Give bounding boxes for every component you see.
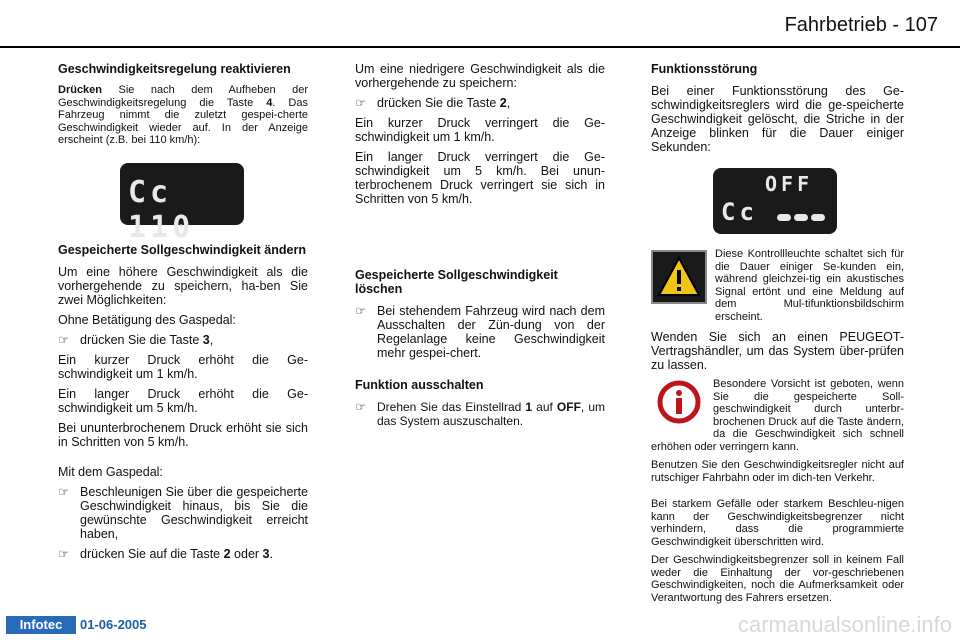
bullet-item: ☞ drücken Sie die Taste 2,	[355, 96, 511, 110]
paragraph: Benutzen Sie den Geschwindigkeitsregler nicht auf rutschiger Fahrbahn oder im dich-ten Verkehr.	[651, 459, 904, 484]
heading-malfunction: Funktionsstörung	[651, 62, 758, 76]
bullet-item: ☞ Bei stehendem Fahrzeug wird nach dem Ausschalten der Zün-dung von der Regelanlage keine Geschwindigkeit mehr gespei-chert.	[355, 304, 605, 360]
pointer-icon: ☞	[355, 400, 367, 414]
info-icon	[657, 380, 701, 424]
warning-triangle-icon	[651, 250, 707, 304]
pointer-icon: ☞	[355, 96, 367, 110]
bullet-item: ☞ drücken Sie die Taste 3,	[58, 332, 214, 347]
page-title: Fahrbetrieb - 107	[784, 14, 938, 36]
heading-delete-speed: Gespeicherte Sollgeschwindigkeit löschen	[355, 268, 558, 296]
bullet-item: ☞ drücken Sie auf die Taste 2 oder 3.	[58, 546, 273, 561]
paragraph: Wenden Sie sich an einen PEUGEOT-Vertragshändler, um das System über-prüfen zu lassen.	[651, 330, 904, 372]
lcd-text: Cc 110	[128, 174, 195, 245]
warning-block	[651, 248, 904, 326]
footer-date: 01-06-2005	[80, 617, 147, 632]
info-block	[651, 378, 904, 453]
paragraph: Mit dem Gaspedal:	[58, 464, 163, 479]
brand-logo: Infotec	[6, 616, 76, 634]
paragraph: Ein langer Druck verringert die Ge-schwindigkeit um 5 km/h. Bei unun-terbrochenem Druck verringert sie sich in Schritten von 5 km/h.	[355, 150, 605, 206]
header-rule	[0, 46, 960, 48]
column-2	[355, 62, 605, 434]
lcd-display-cc110	[120, 163, 244, 245]
paragraph: Der Geschwindigkeitsbegrenzer soll in keinem Fall weder die Einhaltung der vor-geschriebenen Geschwindigkeiten, noch die Aufmerksamkeit oder Verantwortung des Fahrers ersetzen.	[651, 554, 904, 604]
heading-switch-off: Funktion ausschalten	[355, 378, 484, 392]
paragraph: Ein langer Druck erhöht die Ge-schwindigkeit um 5 km/h.	[58, 386, 308, 415]
column-1	[58, 62, 308, 567]
paragraph: Um eine niedrigere Geschwindigkeit als die vorhergehende zu speichern:	[355, 62, 605, 90]
watermark: carmanualsonline.info	[737, 612, 952, 637]
paragraph: Ohne Betätigung des Gaspedal:	[58, 312, 236, 327]
lcd-display-off	[713, 168, 837, 234]
heading-reactivate: Geschwindigkeitsregelung reaktivieren	[58, 62, 291, 76]
lcd-text-off: OFF	[765, 172, 814, 196]
heading-change-speed: Gespeicherte Sollgeschwindigkeit ändern	[58, 242, 306, 257]
paragraph: Bei starkem Gefälle oder starkem Beschleu-nigen kann der Geschwindigkeitsbegrenzer nicht verhindern, dass die programmierte Geschwindigkeit überschritten wird.	[651, 498, 904, 548]
lcd-text-cc: Cc	[721, 198, 758, 226]
paragraph: Ein kurzer Druck verringert die Ge-schwindigkeit um 1 km/h.	[355, 116, 605, 144]
paragraph: Bei einer Funktionsstörung des Ge-schwindigkeitsreglers wird die ge-speicherte Geschwindigkeit gelöscht, die Striche in der Anzeige blinken für die Dauer einiger Sekunden:	[651, 84, 904, 154]
bullet-item: ☞ Drehen Sie das Einstellrad 1 auf OFF, um das System auszuschalten.	[355, 400, 606, 428]
bullet-item: ☞ Beschleunigen Sie über die gespeicherte Geschwindigkeit hinaus, bis Sie die gewünschte Geschwindigkeit erreicht haben,	[58, 484, 308, 541]
pointer-icon: ☞	[58, 546, 70, 561]
lcd-dashes	[777, 208, 825, 226]
pointer-icon: ☞	[58, 484, 70, 499]
warning-text: Diese Kontrollleuchte schaltet sich für die Dauer einiger Se-kunden ein, während gleichzei-tig ein akustisches Signal ertönt und eine Meldung auf dem Mul-tifunktionsbildschirm erscheint.	[715, 248, 904, 323]
pointer-icon: ☞	[58, 332, 70, 347]
paragraph: Um eine höhere Geschwindigkeit als die vorhergehende zu speichern, ha-ben Sie zwei Möglichkeiten:	[58, 264, 308, 307]
paragraph: Bei ununterbrochenem Druck erhöht sie sich in Schritten von 5 km/h.	[58, 420, 308, 449]
pointer-icon: ☞	[355, 304, 367, 318]
paragraph: Ein kurzer Druck erhöht die Ge-schwindigkeit um 1 km/h.	[58, 352, 308, 381]
info-text: Besondere Vorsicht ist geboten, wenn Sie die gespeicherte Soll-geschwindigkeit durch unterbr-brochenen Druck auf die Taste ändern, da die Geschwindigkeit sich schnell erhöhen oder verringern kann.	[651, 378, 904, 453]
column-3	[651, 62, 904, 610]
paragraph-reactivate: Drücken Sie nach dem Aufheben der Geschwindigkeitsregelung die Taste 4. Das Fahrzeug nimmt die zuletzt gespei-cherte Geschwindigkeit wieder auf. In der Anzeige erscheint (z.B. bei 110 km/h):	[58, 84, 308, 146]
